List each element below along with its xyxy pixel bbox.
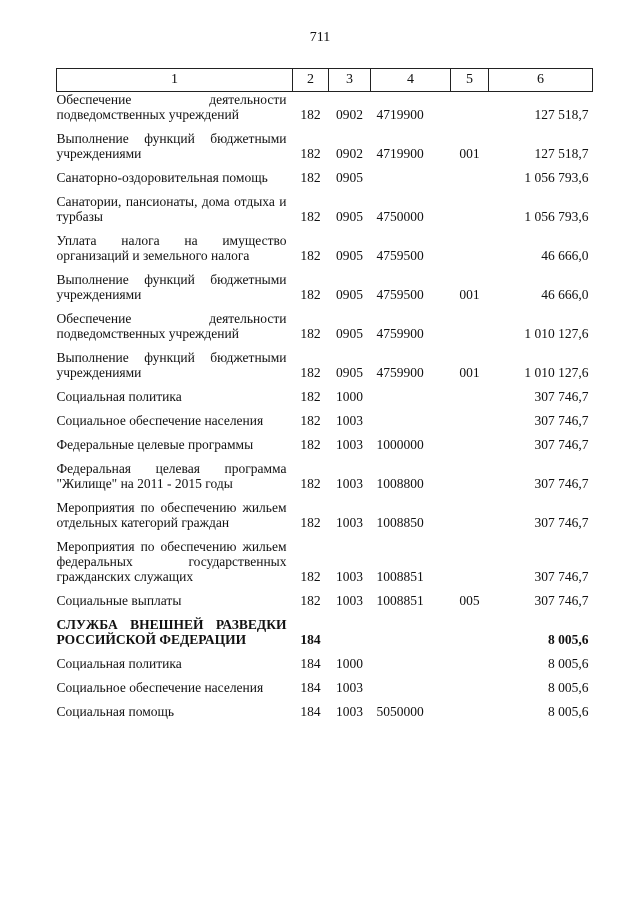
row-expense-type: 001	[459, 365, 480, 380]
row-target-code: 4719900	[376, 146, 424, 161]
row-section-code: 1003	[336, 569, 363, 584]
row-name: Выполнение функций бюджетными учреждениями	[56, 131, 287, 161]
header-col-3: 3	[329, 69, 371, 92]
row-ministry-code: 182	[300, 437, 321, 452]
row-section-code: 0902	[336, 146, 363, 161]
row-ministry-code: 184	[300, 656, 321, 671]
row-ministry-code: 182	[300, 413, 321, 428]
row-expense-type	[451, 704, 489, 728]
row-ministry-code: 182	[300, 107, 321, 122]
row-name: Социальное обеспечение населения	[56, 413, 264, 428]
row-target-code	[371, 680, 451, 704]
table-row	[57, 131, 593, 170]
header-col-1: 1	[57, 69, 293, 92]
table-row	[57, 350, 593, 389]
row-expense-type	[451, 413, 489, 437]
page-number: 711	[309, 30, 331, 45]
row-target-code: 1008851	[376, 593, 424, 608]
row-name: Федеральные целевые программы	[56, 437, 254, 452]
row-ministry-code: 182	[300, 515, 321, 530]
row-expense-type	[451, 500, 489, 539]
row-target-code: 4759500	[376, 248, 424, 263]
row-name: Мероприятия по обеспечению жильем отдельных категорий граждан	[56, 500, 287, 530]
row-section-code: 0905	[336, 209, 363, 224]
row-ministry-code: 182	[300, 170, 321, 185]
row-expense-type	[451, 233, 489, 272]
table-row	[57, 617, 593, 656]
row-amount: 127 518,7	[534, 107, 589, 122]
row-section-code: 1000	[336, 656, 363, 671]
row-name: Социальная политика	[56, 656, 182, 671]
row-section-code: 0902	[336, 107, 363, 122]
row-expense-type: 001	[459, 287, 480, 302]
row-ministry-code: 182	[300, 593, 321, 608]
row-amount: 46 666,0	[541, 287, 589, 302]
row-target-code: 1000000	[376, 437, 424, 452]
row-section-code: 1003	[336, 476, 363, 491]
row-name: Федеральная целевая программа "Жилище" на 2011 - 2015 годы	[56, 461, 287, 491]
row-section-code: 1003	[336, 704, 363, 719]
row-expense-type	[451, 170, 489, 194]
row-expense-type	[451, 194, 489, 233]
row-name: Социальная политика	[56, 389, 182, 404]
row-target-code	[371, 656, 451, 680]
row-amount: 8 005,6	[548, 704, 589, 719]
row-amount: 1 010 127,6	[524, 326, 589, 341]
row-section-code: 1003	[336, 413, 363, 428]
row-ministry-code: 182	[300, 287, 321, 302]
table-header	[57, 69, 593, 92]
row-expense-type	[451, 92, 489, 132]
row-section-code: 1003	[336, 437, 363, 452]
row-section-code: 0905	[336, 365, 363, 380]
row-ministry-code: 184	[300, 680, 321, 695]
row-expense-type	[451, 437, 489, 461]
header-col-5: 5	[451, 69, 489, 92]
table-row	[57, 194, 593, 233]
row-section-code: 0905	[336, 170, 363, 185]
row-ministry-code: 184	[300, 632, 321, 647]
table-row	[57, 233, 593, 272]
row-amount: 307 746,7	[534, 593, 589, 608]
row-expense-type: 005	[459, 593, 480, 608]
row-expense-type	[451, 539, 489, 593]
row-target-code	[371, 170, 451, 194]
table-row	[57, 656, 593, 680]
row-target-code	[371, 617, 451, 656]
row-name: Санаторно-оздоровительная помощь	[56, 170, 268, 185]
table-row	[57, 500, 593, 539]
table-row	[57, 272, 593, 311]
row-target-code: 4759900	[376, 365, 424, 380]
row-name: Уплата налога на имущество организаций и земельного налога	[56, 233, 287, 263]
row-expense-type	[451, 461, 489, 500]
table-row	[57, 311, 593, 350]
row-section-code: 1003	[336, 680, 363, 695]
row-amount: 8 005,6	[548, 680, 589, 695]
row-amount: 307 746,7	[534, 437, 589, 452]
header-col-2: 2	[293, 69, 329, 92]
row-amount: 127 518,7	[534, 146, 589, 161]
row-target-code: 4759500	[376, 287, 424, 302]
table-row	[57, 413, 593, 437]
row-amount: 1 056 793,6	[524, 209, 589, 224]
row-name: Обеспечение деятельности подведомственных учреждений	[56, 92, 287, 122]
row-section-code	[329, 617, 371, 656]
table-row	[57, 170, 593, 194]
row-name: Мероприятия по обеспечению жильем федеральных государственных гражданских служащих	[56, 539, 287, 584]
row-amount: 46 666,0	[541, 248, 589, 263]
row-ministry-code: 182	[300, 209, 321, 224]
row-name: Социальное обеспечение населения	[56, 680, 264, 695]
row-name: Санатории, пансионаты, дома отдыха и турбазы	[56, 194, 287, 224]
table-row	[57, 92, 593, 132]
header-col-4: 4	[371, 69, 451, 92]
row-ministry-code: 182	[300, 569, 321, 584]
row-ministry-code: 182	[300, 476, 321, 491]
row-amount: 1 056 793,6	[524, 170, 589, 185]
row-target-code: 4750000	[376, 209, 424, 224]
row-section-code: 0905	[336, 248, 363, 263]
row-amount: 8 005,6	[548, 632, 589, 647]
row-section-code: 0905	[336, 287, 363, 302]
row-name: СЛУЖБА ВНЕШНЕЙ РАЗВЕДКИ РОССИЙСКОЙ ФЕДЕРАЦИИ	[56, 617, 287, 647]
row-section-code: 1000	[336, 389, 363, 404]
row-ministry-code: 182	[300, 365, 321, 380]
table-row	[57, 593, 593, 617]
row-expense-type	[451, 617, 489, 656]
row-expense-type: 001	[459, 146, 480, 161]
row-name: Обеспечение деятельности подведомственных учреждений	[56, 311, 287, 341]
row-target-code: 1008851	[376, 569, 424, 584]
header-col-6: 6	[489, 69, 593, 92]
row-ministry-code: 182	[300, 146, 321, 161]
row-name: Социальные выплаты	[56, 593, 182, 608]
row-target-code: 4719900	[376, 107, 424, 122]
row-target-code: 5050000	[376, 704, 424, 719]
row-amount: 307 746,7	[534, 569, 589, 584]
row-target-code: 1008800	[376, 476, 424, 491]
row-target-code	[371, 389, 451, 413]
row-name: Выполнение функций бюджетными учреждениями	[56, 350, 287, 380]
row-amount: 307 746,7	[534, 413, 589, 428]
row-amount: 307 746,7	[534, 476, 589, 491]
row-expense-type	[451, 311, 489, 350]
row-section-code: 0905	[336, 326, 363, 341]
table-row	[57, 704, 593, 728]
table-row	[57, 539, 593, 593]
row-amount: 8 005,6	[548, 656, 589, 671]
row-amount: 1 010 127,6	[524, 365, 589, 380]
row-target-code: 4759900	[376, 326, 424, 341]
row-expense-type	[451, 656, 489, 680]
table-row	[57, 437, 593, 461]
row-amount: 307 746,7	[534, 389, 589, 404]
row-section-code: 1003	[336, 515, 363, 530]
table-row	[57, 389, 593, 413]
row-ministry-code: 182	[300, 389, 321, 404]
table-body	[57, 92, 593, 729]
budget-table	[56, 68, 593, 728]
row-name: Социальная помощь	[56, 704, 175, 719]
row-ministry-code: 182	[300, 248, 321, 263]
row-section-code: 1003	[336, 593, 363, 608]
row-amount: 307 746,7	[534, 515, 589, 530]
row-ministry-code: 182	[300, 326, 321, 341]
row-expense-type	[451, 680, 489, 704]
row-name: Выполнение функций бюджетными учреждениями	[56, 272, 287, 302]
row-target-code: 1008850	[376, 515, 424, 530]
row-expense-type	[451, 389, 489, 413]
row-target-code	[371, 413, 451, 437]
row-ministry-code: 184	[300, 704, 321, 719]
table-row	[57, 461, 593, 500]
table-row	[57, 680, 593, 704]
